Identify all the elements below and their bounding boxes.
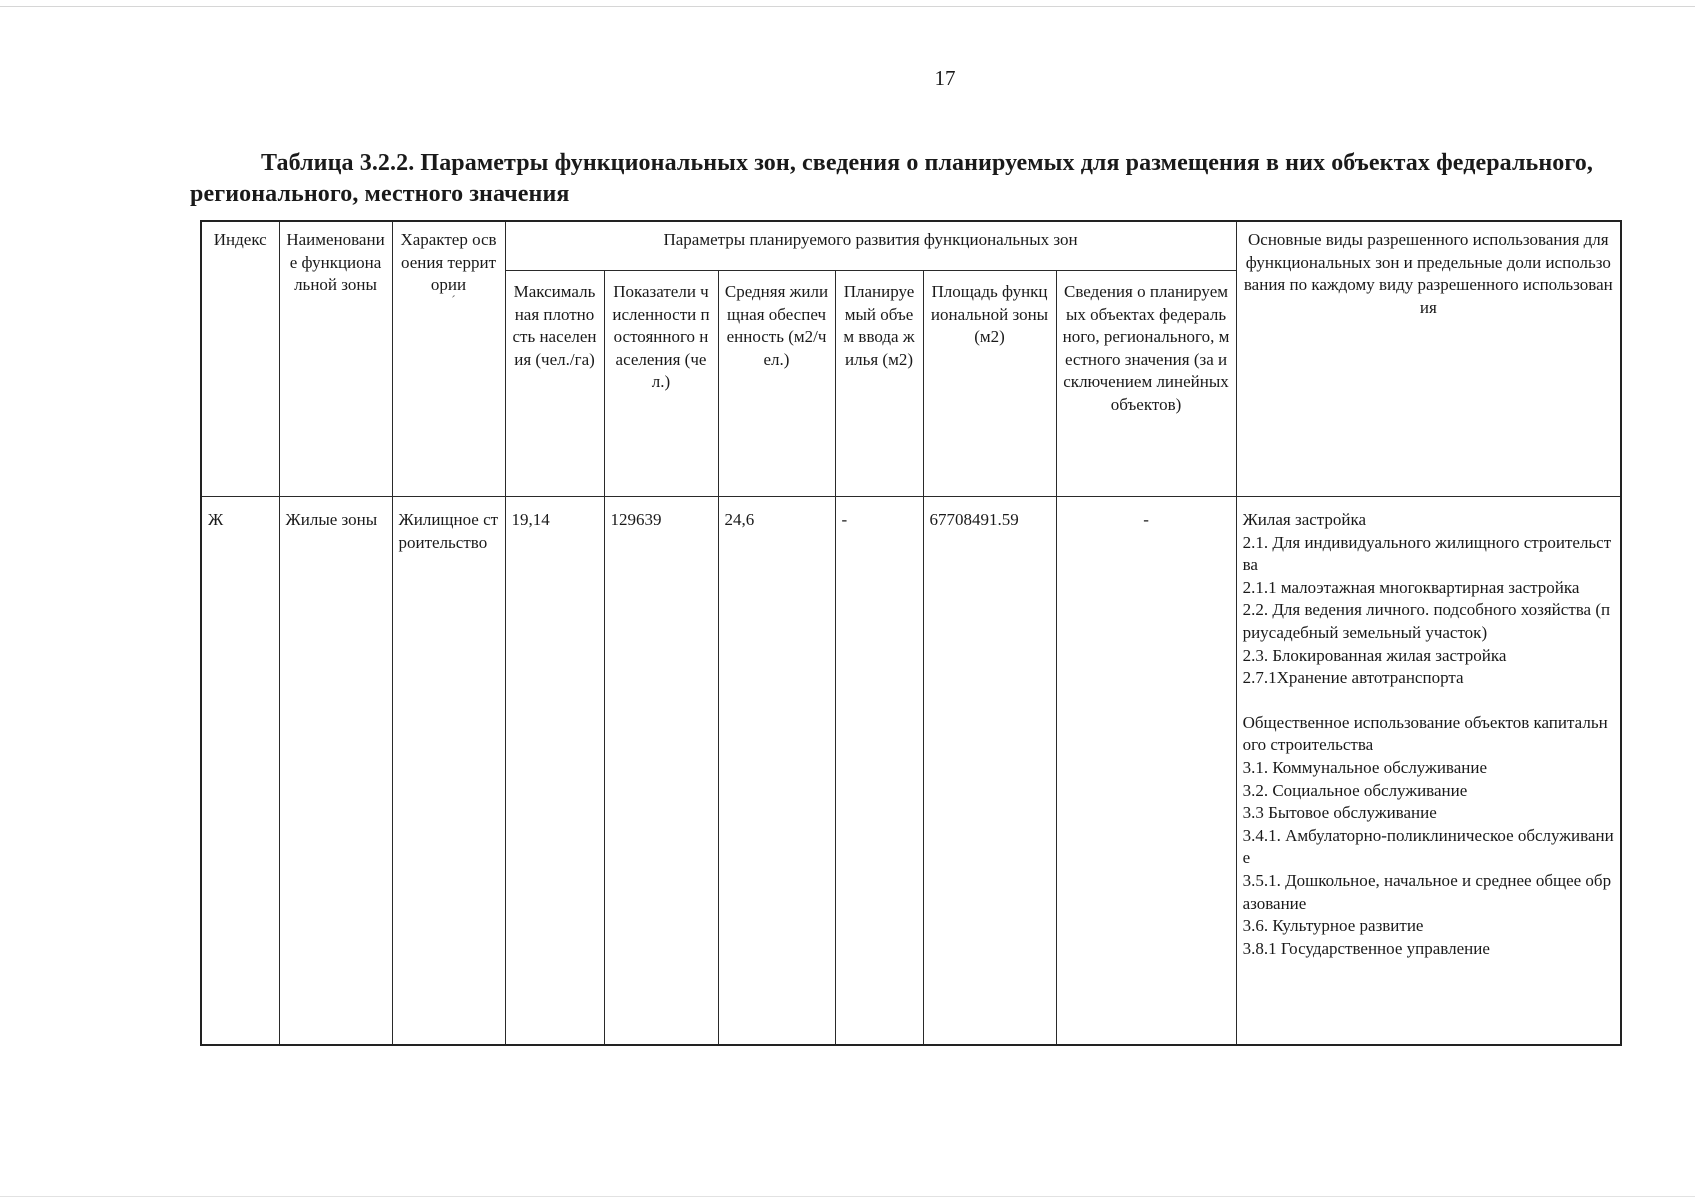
permitted-use-line: 2.2. Для ведения личного. подсобного хозяйства (приусадебный земельный участок) [1242, 600, 1611, 642]
table-header-row-1 [201, 221, 1621, 271]
header-params-group-label: Параметры планируемого развития функциональных зон [663, 230, 1078, 249]
scan-edge-top [0, 6, 1695, 7]
permitted-use-line: 3.5.1. Дошкольное, начальное и среднее общее образование [1242, 870, 1612, 913]
header-planned-volume-label: Планируемый объем ввода жилья (м2) [843, 282, 915, 369]
cell-planned-volume: - [835, 497, 923, 1046]
cell-zone-area: 67708491.59 [923, 497, 1056, 1046]
cell-zone-name: Жилые зоны [279, 497, 392, 1046]
header-max-density-label: Максимальная плотность населения (чел./га) [512, 282, 597, 369]
cell-territory-character: Жилищное строительство [392, 497, 505, 1046]
permitted-use-line: 3.1. Коммунальное обслуживание [1242, 757, 1488, 777]
header-index [201, 221, 279, 497]
header-zone-area [923, 271, 1056, 497]
header-objects-info [1056, 271, 1236, 497]
header-avg-housing-label: Средняя жилищная обеспеченность (м2/чел.) [724, 282, 829, 369]
scan-edge-bottom [0, 1196, 1695, 1197]
header-avg-housing [718, 271, 835, 497]
header-params-group [505, 221, 1236, 271]
parameters-table [200, 220, 1622, 1046]
header-territory-character [392, 221, 505, 497]
header-population [604, 271, 718, 497]
cell-permitted-uses [1236, 497, 1621, 1046]
page-number: 17 [934, 66, 956, 90]
header-population-label: Показатели численности постоянного населения (чел.) [612, 282, 710, 392]
permitted-use-line: 3.4.1. Амбулаторно-поликлиническое обслуживание [1242, 825, 1614, 868]
header-zone-name [279, 221, 392, 497]
header-territory-character-label: Характер освоения территории [400, 230, 497, 295]
header-objects-info-label: Сведения о планируемых объектах федерального, регионального, местного значения (за исключением линейных объектов) [1062, 282, 1230, 414]
header-zone-area-label: Площадь функциональной зоны (м2) [930, 282, 1049, 347]
cell-avg-housing: 24,6 [718, 497, 835, 1046]
permitted-use-line: 2.1.1 малоэтажная многоквартирная застройка [1242, 577, 1580, 597]
permitted-use-line: 3.2. Социальное обслуживание [1242, 780, 1468, 800]
cell-index: Ж [201, 497, 279, 1046]
header-permitted-uses-label: Основные виды разрешенного использования для функциональных зон и предельные доли использования по каждому виду разрешенного использования [1243, 230, 1613, 317]
cell-max-density: 19,14 [505, 497, 604, 1046]
permitted-use-line: 3.8.1 Государственное управление [1242, 938, 1490, 958]
permitted-use-line: 2.7.1Хранение автотранспорта [1242, 668, 1464, 688]
table-row [201, 497, 1621, 1046]
cell-objects-info: - [1056, 497, 1236, 1046]
permitted-use-line: Общественное использование объектов капитального строительства [1242, 712, 1608, 755]
permitted-uses-group-residential [1243, 509, 1615, 690]
header-max-density [505, 271, 604, 497]
permitted-use-line: Жилая застройка [1242, 510, 1367, 529]
permitted-use-line: 2.1. Для индивидуального жилищного строительства [1242, 532, 1612, 575]
permitted-uses-group-public [1243, 712, 1615, 961]
header-permitted-uses [1236, 221, 1621, 497]
permitted-use-line: 3.3 Бытовое обслуживание [1242, 803, 1437, 823]
cell-population: 129639 [604, 497, 718, 1046]
header-tick-mark: ´ [451, 293, 456, 309]
header-index-label: Индекс [213, 230, 267, 249]
header-zone-name-label: Наименование функциональной зоны [286, 230, 385, 295]
table-caption: Таблица 3.2.2. Параметры функциональных зон, сведения о планируемых для размещения в них объектах федерального, регионального, местного значения [190, 150, 1593, 207]
permitted-use-line: 3.6. Культурное развитие [1242, 916, 1424, 936]
header-planned-volume [835, 271, 923, 497]
permitted-use-line: 2.3. Блокированная жилая застройка [1242, 645, 1507, 665]
